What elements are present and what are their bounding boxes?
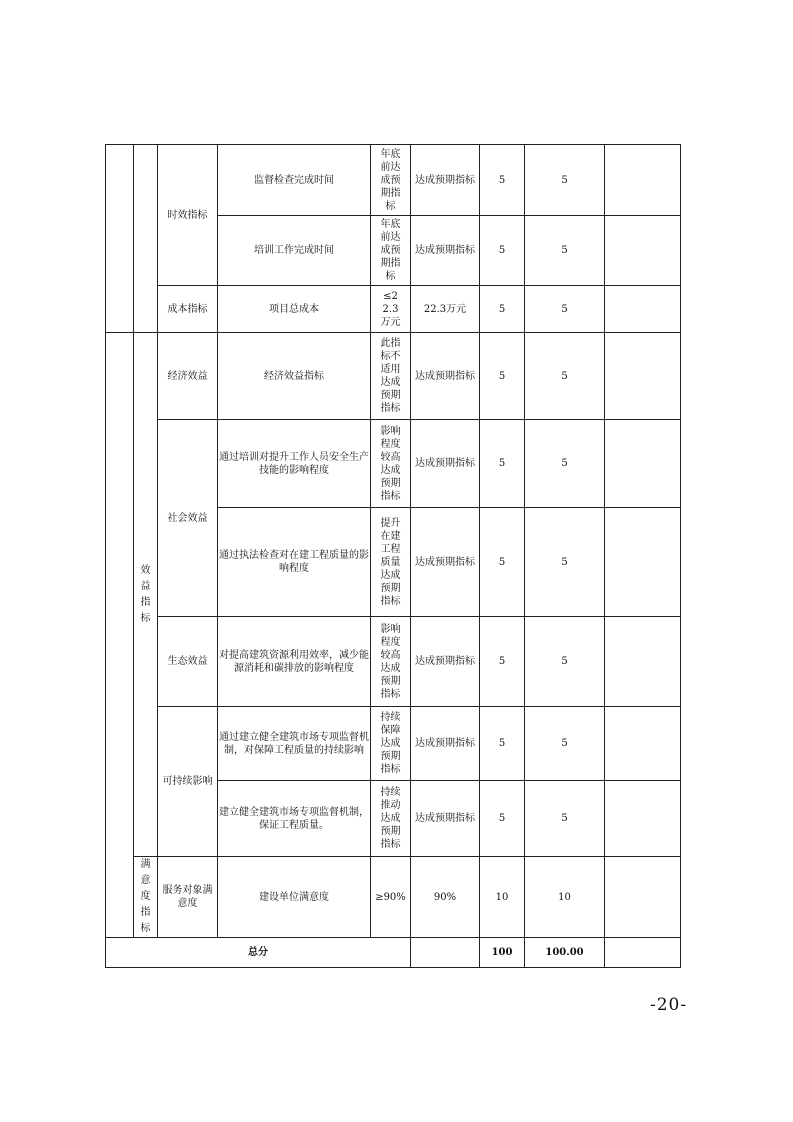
score-cell: 5 xyxy=(525,707,605,781)
lvl2-cell: 可持续影响 xyxy=(158,707,218,857)
score-cell: 5 xyxy=(525,145,605,216)
table-row xyxy=(106,286,681,333)
remark-cell xyxy=(605,286,681,333)
target-cell: 年底前达成预期指标 xyxy=(371,145,411,216)
remark-cell xyxy=(605,781,681,857)
lvl2-cell: 社会效益 xyxy=(158,420,218,617)
target-cell: 此指标不适用达成预期指标 xyxy=(371,333,411,420)
lvl3-cell: 经济效益指标 xyxy=(218,333,371,420)
weight-cell: 5 xyxy=(480,617,525,707)
table-row xyxy=(106,707,681,781)
weight-cell: 10 xyxy=(480,857,525,938)
actual-cell: 达成预期指标 xyxy=(411,707,480,781)
table-row xyxy=(106,420,681,508)
table-row xyxy=(106,617,681,707)
remark-cell xyxy=(605,216,681,286)
lvl3-cell: 监督检查完成时间 xyxy=(218,145,371,216)
score-cell: 5 xyxy=(525,508,605,617)
target-cell: ≥90% xyxy=(371,857,411,938)
total-weight: 100 xyxy=(480,938,525,968)
remark-cell xyxy=(605,707,681,781)
remark-cell xyxy=(605,333,681,420)
weight-cell: 5 xyxy=(480,781,525,857)
actual-cell: 达成预期指标 xyxy=(411,781,480,857)
lvl1-cell: 效益指标 xyxy=(134,333,158,857)
score-cell: 5 xyxy=(525,420,605,508)
score-cell: 5 xyxy=(525,617,605,707)
target-cell: ≤22.3万元 xyxy=(371,286,411,333)
lvl3-cell: 对提高建筑资源利用效率，减少能源消耗和碳排放的影响程度 xyxy=(218,617,371,707)
total-remark xyxy=(605,938,681,968)
lvl3-cell: 项目总成本 xyxy=(218,286,371,333)
score-cell: 5 xyxy=(525,216,605,286)
actual-cell: 达成预期指标 xyxy=(411,420,480,508)
weight-cell: 5 xyxy=(480,508,525,617)
actual-cell: 22.3万元 xyxy=(411,286,480,333)
score-cell: 5 xyxy=(525,333,605,420)
total-label: 总分 xyxy=(106,938,411,968)
actual-cell: 达成预期指标 xyxy=(411,508,480,617)
lvl1-cell xyxy=(134,145,158,333)
score-cell: 5 xyxy=(525,286,605,333)
target-cell: 影响程度较高达成预期指标 xyxy=(371,420,411,508)
actual-cell: 达成预期指标 xyxy=(411,617,480,707)
weight-cell: 5 xyxy=(480,420,525,508)
weight-cell: 5 xyxy=(480,707,525,781)
lvl2-cell: 成本指标 xyxy=(158,286,218,333)
actual-cell: 90% xyxy=(411,857,480,938)
lvl1-cell: 满意度指标 xyxy=(134,857,158,938)
remark-cell xyxy=(605,420,681,508)
table-row xyxy=(106,145,681,216)
lvl2-cell: 服务对象满意度 xyxy=(158,857,218,938)
lvl2-cell: 时效指标 xyxy=(158,145,218,286)
total-actual xyxy=(411,938,480,968)
total-score: 100.00 xyxy=(525,938,605,968)
score-cell: 5 xyxy=(525,781,605,857)
lvl3-cell: 通过执法检查对在建工程质量的影响程度 xyxy=(218,508,371,617)
weight-cell: 5 xyxy=(480,333,525,420)
weight-cell: 5 xyxy=(480,216,525,286)
lvl2-cell: 经济效益 xyxy=(158,333,218,420)
target-cell: 提升在建工程质量达成预期指标 xyxy=(371,508,411,617)
target-cell: 影响程度较高达成预期指标 xyxy=(371,617,411,707)
actual-cell: 达成预期指标 xyxy=(411,216,480,286)
target-cell: 持续保障达成预期指标 xyxy=(371,707,411,781)
remark-cell xyxy=(605,857,681,938)
blank-cell xyxy=(106,145,134,333)
lvl2-cell: 生态效益 xyxy=(158,617,218,707)
target-cell: 持续推动达成预期指标 xyxy=(371,781,411,857)
weight-cell: 5 xyxy=(480,286,525,333)
page-number: -20- xyxy=(650,995,688,1015)
performance-indicator-table xyxy=(105,144,681,968)
target-cell: 年底前达成预期指标 xyxy=(371,216,411,286)
lvl3-cell: 通过建立健全建筑市场专项监督机制，对保障工程质量的持续影响 xyxy=(218,707,371,781)
lvl3-cell: 培训工作完成时间 xyxy=(218,216,371,286)
lvl3-cell: 建立健全建筑市场专项监督机制，保证工程质量。 xyxy=(218,781,371,857)
total-row xyxy=(106,938,681,968)
actual-cell: 达成预期指标 xyxy=(411,333,480,420)
lvl3-cell: 通过培训对提升工作人员安全生产技能的影响程度 xyxy=(218,420,371,508)
lvl3-cell: 建设单位满意度 xyxy=(218,857,371,938)
remark-cell xyxy=(605,145,681,216)
remark-cell xyxy=(605,617,681,707)
score-cell: 10 xyxy=(525,857,605,938)
table-row xyxy=(106,857,681,938)
remark-cell xyxy=(605,508,681,617)
table-row xyxy=(106,333,681,420)
blank-cell xyxy=(106,333,134,938)
actual-cell: 达成预期指标 xyxy=(411,145,480,216)
weight-cell: 5 xyxy=(480,145,525,216)
